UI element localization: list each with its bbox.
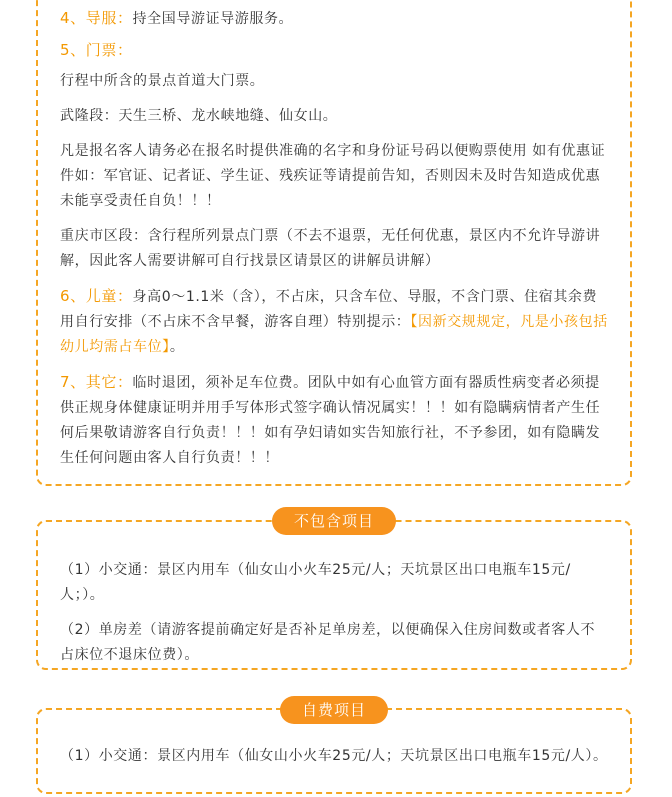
guide-service-heading: 4、导服： <box>60 9 133 27</box>
ticket-included-text: 行程中所含的景点首道大门票。 <box>60 73 265 89</box>
chongqing-section-text: 重庆市区段：含行程所列景点门票（不去不退票，无任何优惠，景区内不允许导游讲解，因此客人需要讲解可自行找景区请景区的讲解员讲解） <box>60 228 601 269</box>
excluded-item-transport: （1）小交通：景区内用车（仙女山小火车25元/人；天坑景区出口电瓶车15元/人；）。 <box>60 562 571 603</box>
wulong-section-text: 武隆段：天生三桥、龙水峡地缝、仙女山。 <box>60 108 338 124</box>
excluded-item-single-room: （2）单房差（请游客提前确定好是否补足单房差，以便确保入住房间数或者客人不占床位不退床位费）。 <box>60 622 596 663</box>
excluded-items-title: 不包含项目 <box>272 507 396 535</box>
children-policy-row <box>60 284 608 360</box>
children-heading: 6、儿童： <box>60 287 133 305</box>
other-text: 临时退团，须补足车位费。团队中如有心血管方面有器质性病变者必须提供正规身体健康证明并用手写体形式签字确认情况属实！！！如有隐瞒病情者产生任何后果敬请游客自行负责！！！如有孕妇请如实告知旅行社，不予参团，如有隐瞒发生任何问题由客人自行负责！！！ <box>60 375 601 466</box>
ticket-heading: 5、门票： <box>60 41 133 59</box>
self-pay-items-panel <box>36 701 632 794</box>
guide-service-text: 持全国导游证导游服务。 <box>132 11 294 27</box>
children-end: 。 <box>169 339 185 355</box>
excluded-items-panel <box>36 512 632 670</box>
guide-service-row <box>60 6 608 32</box>
other-heading: 7、其它： <box>60 373 133 391</box>
itinerary-details-panel <box>36 0 632 486</box>
other-policy-row <box>60 370 608 471</box>
self-pay-items-title: 自费项目 <box>280 696 388 724</box>
children-highlight: 【因新交规规定，凡是小孩包括幼儿均需占车位】 <box>60 314 608 355</box>
id-requirement-text: 凡是报名客人请务必在报名时提供准确的名字和身份证号码以便购票使用 如有优惠证件如：军官证、记者证、学生证、残疾证等请提前告知，否则因未及时告知造成优惠未能享受责任自负！！！ <box>60 143 606 209</box>
self-pay-item-transport: （1）小交通：景区内用车（仙女山小火车25元/人；天坑景区出口电瓶车15元/人）。 <box>60 748 608 764</box>
children-text: 身高0～1.1米（含），不占床，只含车位、导服，不含门票、住宿其余费用自行安排（不占床不含早餐，游客自理）特别提示： <box>60 289 598 330</box>
